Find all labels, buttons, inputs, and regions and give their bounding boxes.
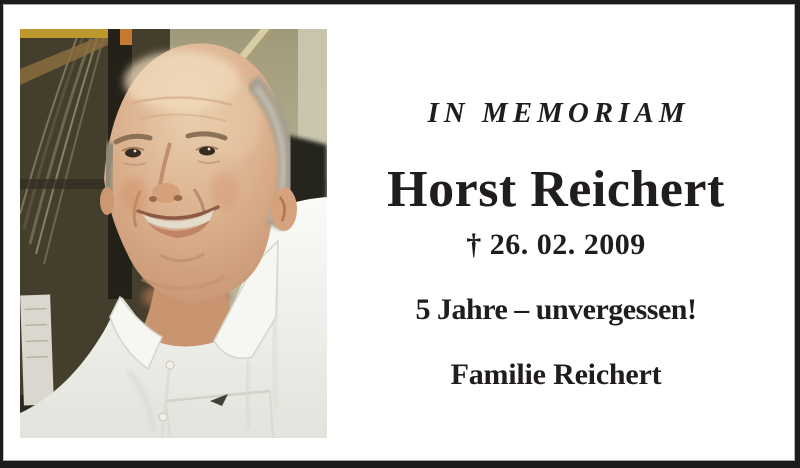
deceased-name: Horst Reichert <box>387 161 725 218</box>
death-date: † 26. 02. 2009 <box>466 228 646 261</box>
family-signature: Familie Reichert <box>450 358 662 391</box>
notice-text <box>327 4 785 457</box>
remembrance-line: 5 Jahre – unvergessen! <box>415 293 697 326</box>
portrait-illustration <box>20 29 327 438</box>
in-memoriam-heading: IN MEMORIAM <box>427 97 690 129</box>
portrait-photo <box>20 29 327 438</box>
